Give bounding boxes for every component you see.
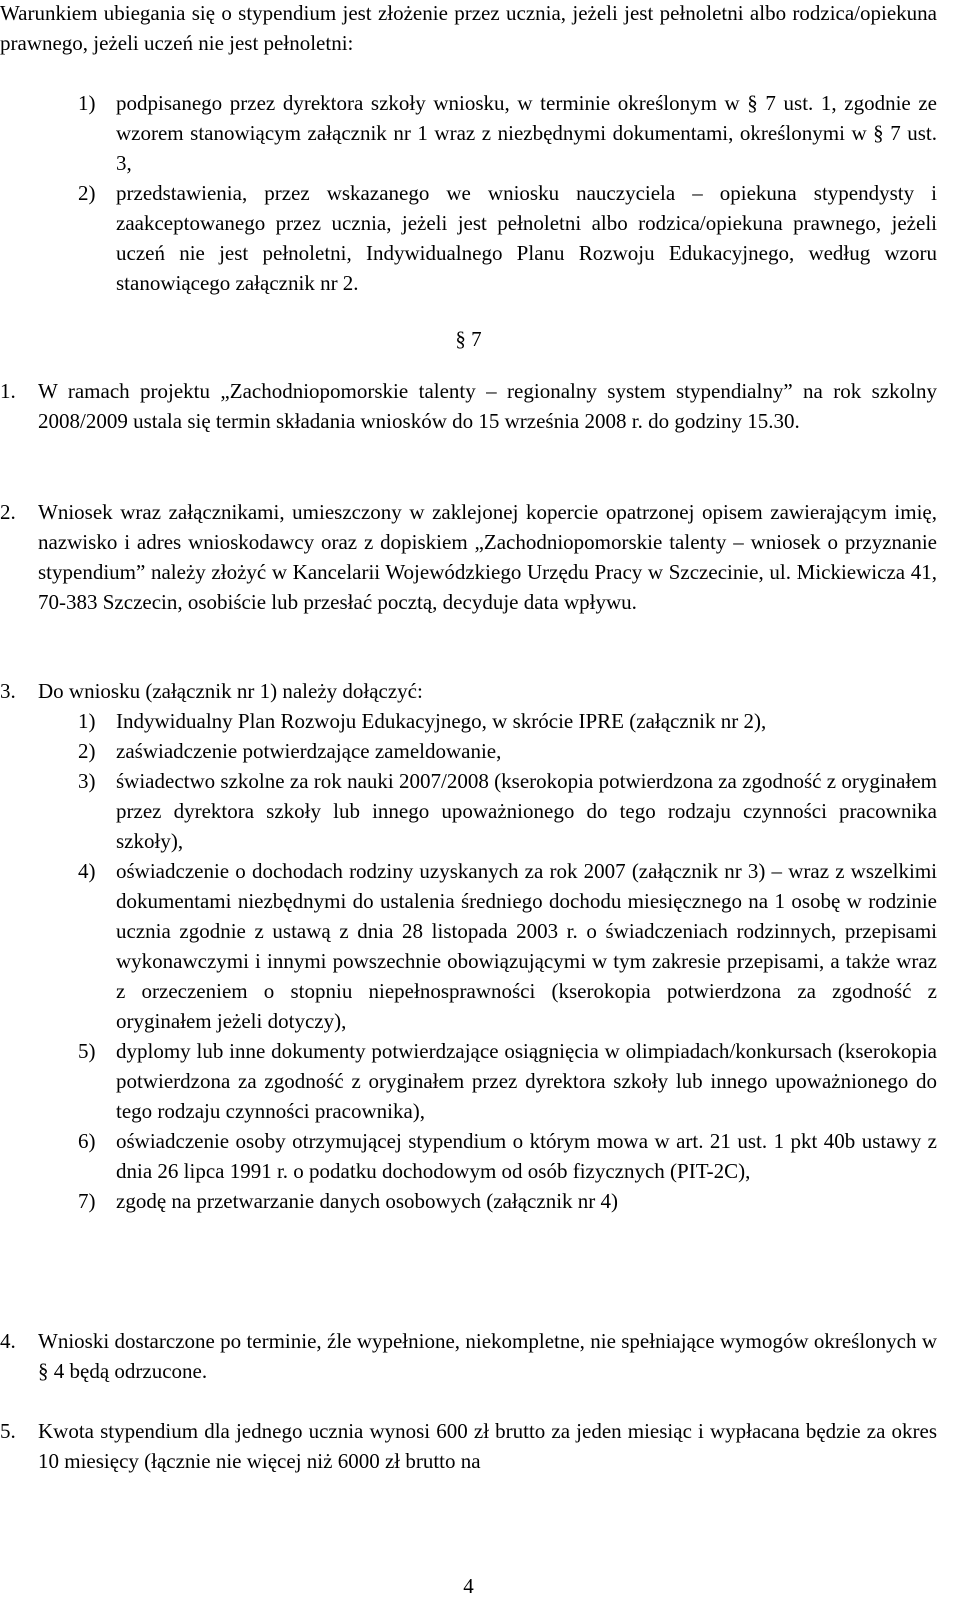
paragraph-text: Wnioski dostarczone po terminie, źle wypełnione, niekompletne, nie spełniające wymogów określonych w § 4 będą odrzucone. [38, 1329, 937, 1383]
paragraph-number: 1. [0, 379, 16, 403]
paragraph [0, 1326, 937, 1386]
section-heading: § 7 [455, 327, 482, 351]
intro-text: Warunkiem ubiegania się o stypendium jest złożenie przez ucznia, jeżeli jest pełnoletni albo rodzica/opiekuna prawnego, jeżeli uczeń nie jest pełnoletni: [0, 1, 937, 55]
page-number: 4 [463, 1574, 474, 1598]
attachment-number: 3) [78, 769, 96, 793]
paragraph [0, 497, 937, 617]
paragraph-text: Do wniosku (załącznik nr 1) należy dołączyć: [38, 679, 423, 703]
paragraph-text: Kwota stypendium dla jednego ucznia wynosi 600 zł brutto za jeden miesiąc i wypłacana będzie za okres 10 miesięcy (łącznie nie więcej niż 6000 zł brutto na [38, 1419, 937, 1473]
attachment-number: 2) [78, 739, 96, 763]
attachment-text: oświadczenie o dochodach rodziny uzyskanych za rok 2007 (załącznik nr 3) – wraz z wszelkimi dokumentami niezbędnymi do ustalenia średniego dochodu miesięcznego na 1 osobę w rodzinie ucznia zgodnie z ustawą z dnia 28 listopada 2003 r. o świadczeniach rodzinnych, przepisami wykonawczymi i innymi powszechnie obowiązującymi w tym zakresie przepisami, a także wraz z orzeczeniem o stopniu niepełnosprawności (kserokopia potwierdzona za zgodność z oryginałem jeżeli dotyczy), [116, 859, 937, 1033]
paragraph-number: 2. [0, 500, 16, 524]
intro-item [78, 178, 937, 298]
attachments-list [0, 706, 937, 1216]
paragraph-text: Wniosek wraz załącznikami, umieszczony w zaklejonej kopercie opatrzonej opisem zawierającym imię, nazwisko i adres wnioskodawcy oraz z dopiskiem „Zachodniopomorskie talenty – wniosek o przyznanie stypendium” należy złożyć w Kancelarii Wojewódzkiego Urzędu Pracy w Szczecinie, ul. Mickiewicza 41, 70-383 Szczecin, osobiście lub przesłać pocztą, decyduje data wpływu. [38, 500, 937, 614]
attachment-text: oświadczenie osoby otrzymującej stypendium o którym mowa w art. 21 ust. 1 pkt 40b ustawy z dnia 26 lipca 1991 r. o podatku dochodowym od osób fizycznych (PIT-2C), [116, 1129, 937, 1183]
paragraph-number: 3. [0, 679, 16, 703]
paragraph [0, 376, 937, 436]
attachment-text: zaświadczenie potwierdzające zameldowanie, [116, 739, 502, 763]
paragraph [0, 676, 937, 706]
intro-item-number: 2) [78, 181, 96, 205]
attachment-text: świadectwo szkolne za rok nauki 2007/2008 (kserokopia potwierdzona za zgodność z oryginałem przez dyrektora szkoły lub innego upoważnionego do tego rodzaju czynności pracownika szkoły), [116, 769, 937, 853]
attachment-number: 5) [78, 1039, 96, 1063]
attachment-item [78, 1126, 937, 1186]
attachment-number: 4) [78, 859, 96, 883]
attachment-text: zgodę na przetwarzanie danych osobowych (załącznik nr 4) [116, 1189, 619, 1213]
attachment-text: dyplomy lub inne dokumenty potwierdzające osiągnięcia w olimpiadach/konkursach (kserokopia potwierdzona za zgodność z oryginałem przez dyrektora szkoły lub innego upoważnionego do tego rodzaju czynności pracownika), [116, 1039, 937, 1123]
intro-item [78, 88, 937, 178]
paragraph-text: W ramach projektu „Zachodniopomorskie talenty – regionalny system stypendialny” na rok szkolny 2008/2009 ustala się termin składania wniosków do 15 września 2008 r. do godziny 15.30. [38, 379, 937, 433]
paragraph-number: 5. [0, 1419, 16, 1443]
attachment-item [78, 1036, 937, 1126]
intro-paragraph [0, 0, 937, 58]
intro-item-text: przedstawienia, przez wskazanego we wniosku nauczyciela – opiekuna stypendysty i zaakceptowanego przez ucznia, jeżeli jest pełnoletni albo rodzica/opiekuna prawnego, jeżeli uczeń nie jest pełnoletni, Indywidualnego Planu Rozwoju Edukacyjnego, według wzoru stanowiącego załącznik nr 2. [116, 181, 937, 295]
attachment-item [78, 766, 937, 856]
paragraph [0, 1416, 937, 1476]
attachment-number: 7) [78, 1189, 96, 1213]
attachment-item [78, 1186, 937, 1216]
attachment-number: 6) [78, 1129, 96, 1153]
intro-list [0, 88, 937, 298]
paragraph-number: 4. [0, 1329, 16, 1353]
intro-item-number: 1) [78, 91, 96, 115]
intro-item-text: podpisanego przez dyrektora szkoły wniosku, w terminie określonym w § 7 ust. 1, zgodnie ze wzorem stanowiącym załącznik nr 1 wraz z niezbędnymi dokumentami, określonymi w § 7 ust. 3, [116, 91, 937, 175]
attachment-number: 1) [78, 709, 96, 733]
attachment-text: Indywidualny Plan Rozwoju Edukacyjnego, w skrócie IPRE (załącznik nr 2), [116, 709, 767, 733]
attachment-item [78, 706, 937, 736]
attachment-item [78, 856, 937, 1036]
attachment-item [78, 736, 937, 766]
